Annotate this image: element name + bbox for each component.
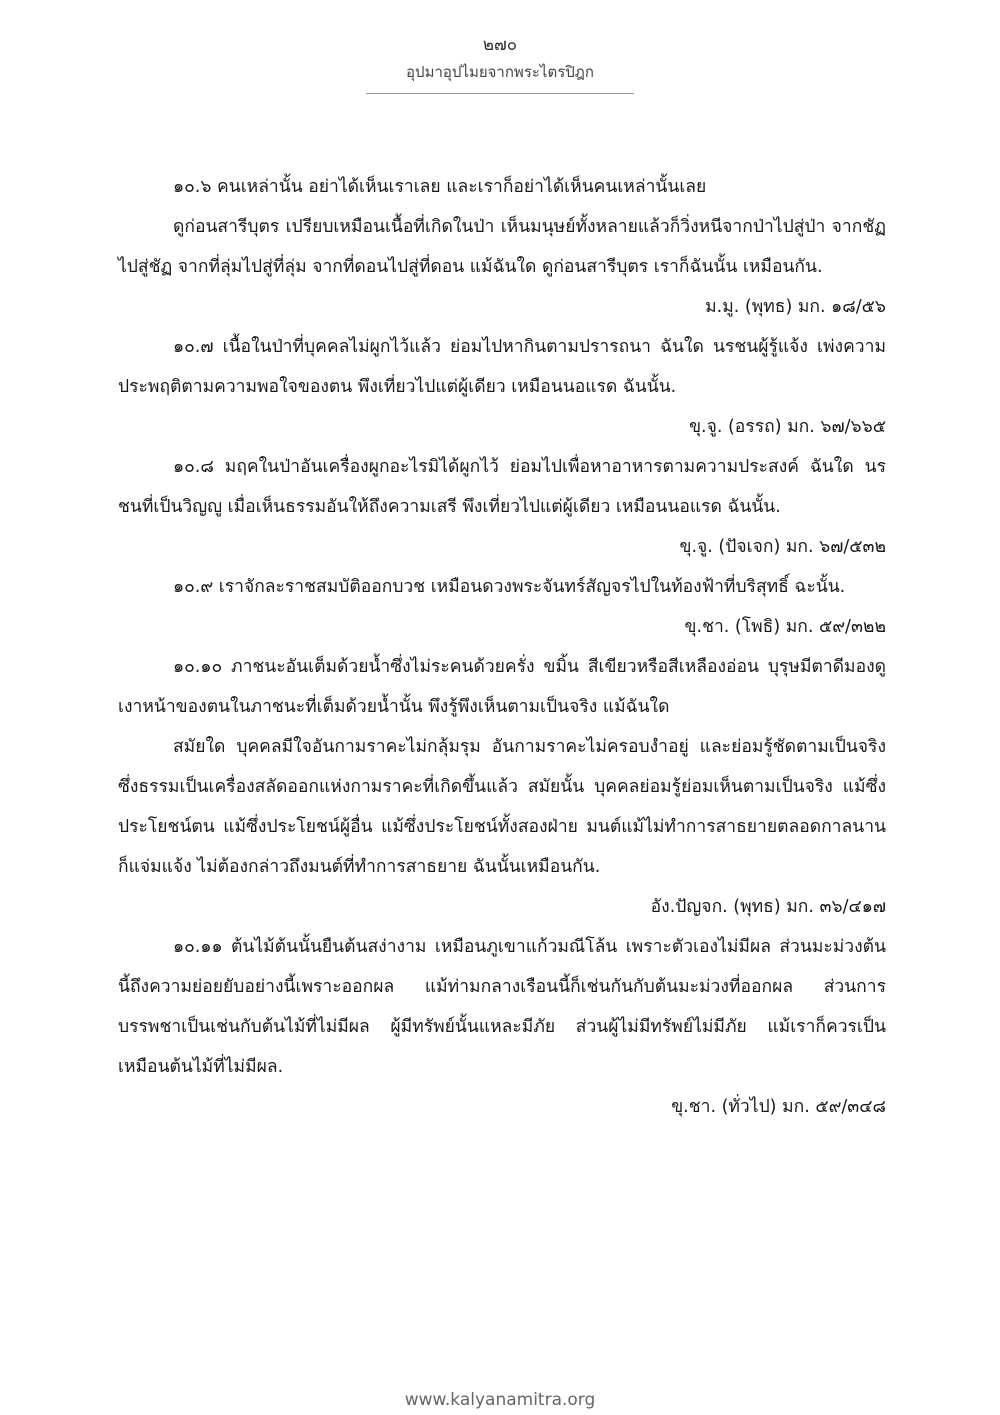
paragraph-10-9: ๑๐.๙ เราจักละราชสมบัติออกบวช เหมือนดวงพระจันทร์สัญจรไปในท้องฟ้าที่บริสุทธิ์ ฉะนั้น. — [173, 577, 846, 597]
document-body — [118, 167, 886, 1127]
paragraph-10-8: ๑๐.๘ มฤคในป่าอันเครื่องผูกอะไรมิได้ผูกไว้ ย่อมไปเพื่อหาอาหารตามความประสงค์ ฉันใด นรชนที่เป็นวิญญู เมื่อเห็นธรรมอันให้ถึงความเสรี พึงเที่ยวไปแต่ผู้เดียว เหมือนนอแรด ฉันนั้น. — [118, 457, 886, 517]
paragraph-10-6: ๑๐.๖ คนเหล่านั้น อย่าได้เห็นเราเลย และเราก็อย่าได้เห็นคนเหล่านั้นเลย — [173, 177, 707, 197]
book-title: อุปมาอุปไมยจากพระไตรปิฎก — [406, 63, 594, 81]
paragraph-10-7: ๑๐.๗ เนื้อในป่าที่บุคคลไม่ผูกไว้แล้ว ย่อมไปหากินตามปรารถนา ฉันใด นรชนผู้รู้แจ้ง เพ่งความประพฤติตามความพอใจของตน พึงเที่ยวไปแต่ผู้เดียว เหมือนนอแรด ฉันนั้น. — [118, 337, 886, 397]
header-divider — [366, 93, 634, 94]
reference-citation: ม.มู. (พุทธ) มก. ๑๘/๕๖ — [705, 297, 886, 317]
reference-citation: ขุ.จู. (อรรถ) มก. ๖๗/๖๖๕ — [689, 417, 886, 437]
page-header — [0, 34, 1000, 94]
paragraph-10-6-body: ดูก่อนสารีบุตร เปรียบเหมือนเนื้อที่เกิดในป่า เห็นมนุษย์ทั้งหลายแล้วก็วิ่งหนีจากป่าไปสู่ป่า จากชัฏไปสู่ชัฏ จากที่ลุ่มไปสู่ที่ลุ่ม จากที่ดอนไปสู่ที่ดอน แม้ฉันใด ดูก่อนสารีบุตร เราก็ฉันนั้น เหมือนกัน. — [118, 217, 886, 277]
paragraph-10-11: ๑๐.๑๑ ต้นไม้ต้นนั้นยืนต้นสง่างาม เหมือนภูเขาแก้วมณีโล้น เพราะตัวเองไม่มีผล ส่วนมะม่วงต้นนี้ถึงความย่อยยับอย่างนี้เพราะออกผล แม้ท่ามกลางเรือนนี้ก็เช่นกันกับต้นมะม่วงที่ออกผล ส่วนการบรรพชาเป็นเช่นกับต้นไม้ที่ไม่มีผล ผู้มีทรัพย์นั้นแหละมีภัย ส่วนผู้ไม่มีทรัพย์ไม่มีภัย แม้เราก็ควรเป็นเหมือนต้นไม้ที่ไม่มีผล. — [118, 937, 886, 1077]
reference-citation: อัง.ปัญจก. (พุทธ) มก. ๓๖/๔๑๗ — [650, 897, 886, 917]
paragraph-10-10: ๑๐.๑๐ ภาชนะอันเต็มด้วยน้ำซึ่งไม่ระคนด้วยครั่ง ขมิ้น สีเขียวหรือสีเหลืองอ่อน บุรุษมีตาดีมองดูเงาหน้าของตนในภาชนะที่เต็มด้วยน้ำนั้น พึงรู้พึงเห็นตามเป็นจริง แม้ฉันใด — [118, 657, 886, 717]
footer-url: www.kalyanamitra.org — [404, 1390, 596, 1410]
reference-citation: ขุ.ชา. (ทั่วไป) มก. ๕๙/๓๔๘ — [671, 1097, 886, 1117]
reference-citation: ขุ.ชา. (โพธิ) มก. ๕๙/๓๒๒ — [684, 617, 886, 637]
page-number: ๒๗๐ — [482, 35, 518, 55]
reference-citation: ขุ.จู. (ปัจเจก) มก. ๖๗/๕๓๒ — [679, 537, 886, 557]
paragraph-10-10-body: สมัยใด บุคคลมีใจอันกามราคะไม่กลุ้มรุม อันกามราคะไม่ครอบงำอยู่ และย่อมรู้ชัดตามเป็นจริง ซึ่งธรรมเป็นเครื่องสลัดออกแห่งกามราคะที่เกิดขึ้นแล้ว สมัยนั้น บุคคลย่อมรู้ย่อมเห็นตามเป็นจริง แม้ซึ่งประโยชน์ตน แม้ซึ่งประโยชน์ผู้อื่น แม้ซึ่งประโยชน์ทั้งสองฝ่าย มนต์แม้ไม่ทำการสาธยายตลอดกาลนานก็แจ่มแจ้ง ไม่ต้องกล่าวถึงมนต์ที่ทำการสาธยาย ฉันนั้นเหมือนกัน. — [118, 737, 886, 877]
